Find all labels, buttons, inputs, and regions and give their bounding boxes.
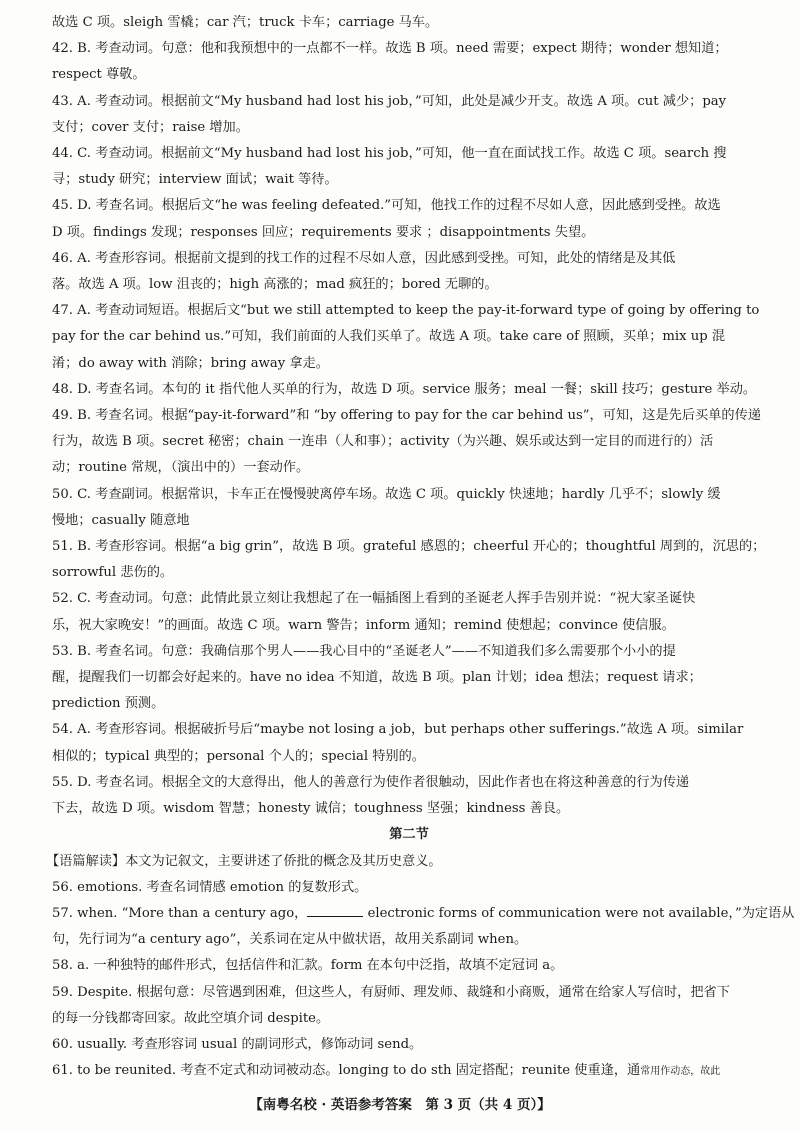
answer-line: pay for the car behind us.”可知，我们前面的人我们买单了。故选 A 项。take care of 照顾，买单；mix up 混 [52, 329, 726, 345]
answer-item [52, 1058, 766, 1085]
answer-item [52, 586, 766, 638]
answer-line: 行为，故选 B 项。secret 秘密；chain 一连串（人和事）；activity（为兴趣、娱乐或达到一定目的而进行的）活 [52, 434, 714, 450]
answer-line: respect 尊敬。 [52, 67, 146, 83]
section-heading: 第二节 [389, 827, 429, 843]
answer-line: 54. A. 考查形容词。根据破折号后“maybe not losing a job，but perhaps other sufferings.”故选 A 项。similar [52, 722, 744, 738]
answer-item [52, 875, 766, 901]
answer-line: 42. B. 考查动词。句意：他和我预想中的一点都不一样。故选 B 项。need 需要；expect 期待；wonder 想知道； [52, 41, 728, 57]
answer-line: 51. B. 考查形容词。根据“a big grin”，故选 B 项。grateful 感恩的；cheerful 开心的；thoughtful 周到的，沉思的； [52, 539, 766, 555]
answer-line: 故选 C 项。sleigh 雪橇；car 汽；truck 卡车；carriage 马车。 [52, 15, 439, 30]
answer-list-2 [52, 875, 795, 1086]
answer-text: 57. when. “More than a century ago， [52, 905, 308, 921]
answer-item [52, 1032, 766, 1058]
answer-item [52, 403, 766, 482]
answer-line: 49. B. 考查名词。根据“pay-it-forward”和 “by offering to pay for the car behind us”，可知，这是先后买单的传递 [52, 408, 761, 424]
answer-line: 支付；cover 支付；raise 增加。 [52, 119, 249, 135]
answer-line: 下去，故选 D 项。wisdom 智慧；honesty 诚信；toughness 坚强；kindness 善良。 [52, 801, 570, 817]
answer-line: 56. emotions. 考查名词情感 emotion 的复数形式。 [52, 879, 368, 895]
answer-item [52, 639, 766, 718]
answer-item [52, 36, 766, 88]
answer-item [52, 534, 766, 586]
answer-line: 醒，提醒我们一切都会好起来的。have no idea 不知道，故选 B 项。plan 计划；idea 想法；request 请求； [52, 670, 702, 686]
answer-line: 61. to be reunited. 考查不定式和动词被动态。longing to do sth 固定搭配；reunite 使重逢，通常用作动态，故此 [52, 1063, 721, 1079]
answer-line: 句，先行词为“a century ago”，关系词在定从中做状语，故用关系副词 when。 [52, 932, 528, 948]
answer-line: 落。故选 A 项。low 沮丧的；high 高涨的；mad 疯狂的；bored 无聊的。 [52, 277, 498, 293]
answer-text: electronic forms of communication were not available，”为定语从 [363, 905, 795, 921]
answer-line: 相似的；typical 典型的；personal 个人的；special 特别的。 [52, 748, 425, 764]
answer-line: 的每一分钱都寄回家。故此空填介词 despite。 [52, 1010, 330, 1026]
answer-item [52, 141, 766, 193]
answer-line: 寻；study 研究；interview 面试；wait 等待。 [52, 172, 338, 188]
answer-line: 53. B. 考查名词。句意：我确信那个男人——我心目中的“圣诞老人”——不知道我们多么需要那个小小的提 [52, 643, 676, 659]
answer-line: 慢地；casually 随意地 [52, 512, 190, 528]
answer-line: 45. D. 考查名词。根据后文“he was feeling defeated.”可知，他找工作的过程不尽如人意，因此感到受挫。故选 [52, 198, 721, 214]
answer-list [52, 10, 766, 822]
answer-line: 46. A. 考查形容词。根据前文提到的找工作的过程不尽如人意，因此感到受挫。可知，此处的情绪是及其低 [52, 250, 676, 266]
page-footer: 【南粤名校 · 英语参考答案 第 3 页（共 4 页）】 [249, 1097, 551, 1113]
fill-in-blank [307, 902, 363, 917]
answer-tail-text: 常用作动态，故此 [640, 1066, 721, 1078]
answer-line: 55. D. 考查名词。根据全文的大意得出，他人的善意行为使作者很触动，因此作者也在将这种善意的行为传递 [52, 774, 690, 790]
answer-line: 淆；do away with 消除；bring away 拿走。 [52, 355, 329, 371]
answer-item [52, 10, 766, 36]
answer-item [52, 770, 766, 822]
answer-line: 60. usually. 考查形容词 usual 的副词形式，修饰动词 send。 [52, 1036, 423, 1052]
answer-item [52, 193, 766, 245]
answer-line: 47. A. 考查动词短语。根据后文“but we still attempted to keep the pay-it-forward type of going by offering to [52, 303, 760, 319]
answer-item [52, 482, 766, 534]
answer-item [52, 89, 766, 141]
answer-line: 44. C. 考查动词。根据前文“My husband had lost his job，”可知，他一直在面试找工作。故选 C 项。search 搜 [52, 146, 727, 162]
answer-line: 43. A. 考查动词。根据前文“My husband had lost his job，”可知，此处是减少开支。故选 A 项。cut 减少；pay [52, 93, 727, 109]
answer-line: 58. a. 一种独特的邮件形式，包括信件和汇款。form 在本句中泛指，故填不定冠词 a。 [52, 958, 564, 974]
answer-item [52, 298, 766, 377]
answer-line: 乐，祝大家晚安！”的画面。故选 C 项。warn 警告；inform 通知；remind 使想起；convince 使信服。 [52, 617, 675, 633]
answer-line: 59. Despite. 根据句意：尽管遇到困难，但这些人，有厨师、理发师、裁缝和小商贩，通常在给家人写信时，把省下 [52, 984, 730, 1000]
answer-item [52, 901, 795, 953]
answer-item [52, 953, 766, 979]
answer-line: D 项。findings 发现；responses 回应；requirements 要求 ；disappointments 失望。 [52, 224, 595, 240]
passage-intro: 【语篇解读】本文为记叙文，主要讲述了侨批的概念及其历史意义。 [46, 853, 442, 869]
answer-line: 52. C. 考查动词。句意：此情此景立刻让我想起了在一幅插图上看到的圣诞老人挥手告别并说：“祝大家圣诞快 [52, 591, 696, 607]
answer-line: sorrowful 悲伤的。 [52, 565, 174, 581]
answer-line: 动；routine 常规，（演出中的）一套动作。 [52, 460, 310, 476]
answer-item [52, 980, 766, 1032]
answer-line: 48. D. 考查名词。本句的 it 指代他人买单的行为，故选 D 项。service 服务；meal 一餐；skill 技巧；gesture 举动。 [52, 381, 757, 397]
answer-item [52, 717, 766, 769]
answer-line: 50. C. 考查副词。根据常识，卡车正在慢慢驶离停车场。故选 C 项。quickly 快速地；hardly 几乎不；slowly 缓 [52, 486, 721, 502]
answer-item [52, 377, 766, 403]
answer-line [52, 901, 795, 927]
answer-line: prediction 预测。 [52, 696, 165, 712]
answer-item [52, 246, 766, 298]
